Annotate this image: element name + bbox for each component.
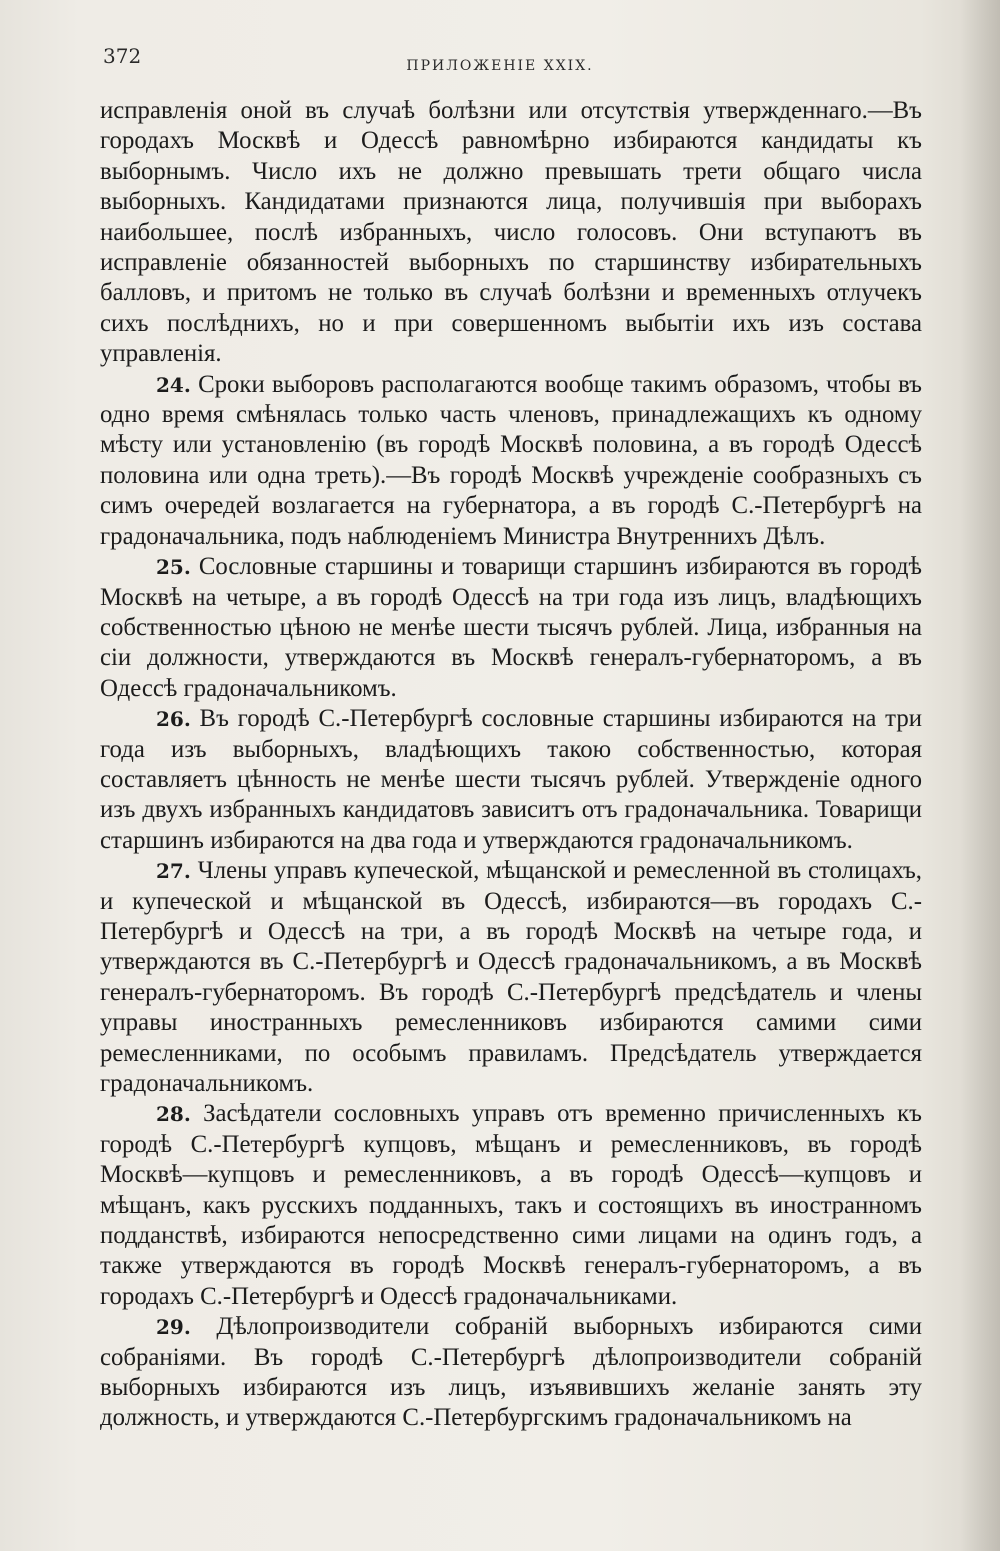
section-27 <box>100 856 922 1099</box>
paragraph-text: Члены управъ купеческой, мѣщанской и ремесленной въ столицахъ, и купеческой и мѣщанской въ Одессѣ, избираются—въ городахъ С.-Петербургѣ и Одессѣ на три, а въ городѣ Москвѣ на четыре года, и утверждаются въ С.-Петербургѣ и Одессѣ градоначальникомъ, а въ Москвѣ генералъ-губернаторомъ. Въ городѣ С.-Петербургѣ предсѣдатель и члены управы иностранныхъ ремесленниковъ избираются самими сими ремесленниками, по особымъ правиламъ. Предсѣдатель утверждается градоначальникомъ. <box>100 857 922 1097</box>
running-title: ПРИЛОЖЕНІЕ XXIX. <box>406 58 594 74</box>
section-number: 26. <box>156 707 191 732</box>
page-number: 372 <box>103 44 142 68</box>
paragraph-continuation <box>100 96 922 370</box>
section-26 <box>100 704 922 856</box>
section-29 <box>100 1312 922 1434</box>
paragraph-text: Сроки выборовъ располагаются вообще такимъ образомъ, чтобы въ одно время смѣнялась только часть членовъ, принадлежащихъ къ одному мѣсту или установленію (въ городѣ Москвѣ половина, а въ городѣ Одессѣ половина или одна треть).—Въ городѣ Москвѣ учрежденіе сообразныхъ съ симъ очередей возлагается на губернатора, а въ городѣ С.-Петербургѣ на градоначальника, подъ наблюденіемъ Министра Внутреннихъ Дѣлъ. <box>100 370 922 550</box>
section-25 <box>100 552 922 704</box>
section-number: 27. <box>156 859 191 884</box>
page-edge-shadow <box>960 0 1000 1551</box>
section-number: 28. <box>156 1102 191 1127</box>
section-number: 24. <box>156 372 191 397</box>
paragraph-text: Дѣлопроизводители собраній выборныхъ избираются сими собраніями. Въ городѣ С.-Петербургѣ дѣлопроизводители собраній выборныхъ избираются изъ лицъ, изъявившихъ желаніе занять эту должность, и утверждаются С.-Петербургскимъ градоначальникомъ на <box>100 1313 922 1432</box>
section-number: 25. <box>156 555 191 580</box>
paragraph-text: Засѣдатели сословныхъ управъ отъ временно причисленныхъ къ городѣ С.-Петербургѣ купцовъ, мѣщанъ и ремесленниковъ, въ городѣ Москвѣ—купцовъ и ремесленниковъ, а въ городѣ Одессѣ—купцовъ и мѣщанъ, какъ русскихъ подданныхъ, такъ и состоящихъ въ иностранномъ подданствѣ, избираются непосредственно сими лицами на одинъ годъ, а также утверждаются въ городѣ Москвѣ генералъ-губернаторомъ, а въ городахъ С.-Петербургѣ и Одессѣ градоначальниками. <box>100 1100 923 1310</box>
paragraph-text: исправленія оной въ случаѣ болѣзни или отсутствія утвержденнаго.—Въ городахъ Москвѣ и Одессѣ равномѣрно избираются кандидаты къ выборнымъ. Число ихъ не должно превышать трети общаго числа выборныхъ. Кандидатами признаются лица, получившія при выборахъ наибольшее, послѣ избранныхъ, число голосовъ. Они вступаютъ въ исправленіе обязанностей выборныхъ по старшинству избирательныхъ балловъ, и притомъ не только въ случаѣ болѣзни и временныхъ отлучекъ сихъ послѣднихъ, но и при совершенномъ выбытіи ихъ изъ состава управленія. <box>100 97 922 368</box>
paragraph-text: Въ городѣ С.-Петербургѣ сословные старшины избираются на три года изъ выборныхъ, владѣющихъ такою собственностью, которая составляетъ цѣнность не менѣе шести тысячъ рублей. Утвержденіе одного изъ двухъ избранныхъ кандидатовъ зависитъ отъ градоначальника. Товарищи старшинъ избираются на два года и утверждаются градоначальникомъ. <box>100 705 922 854</box>
body-text <box>100 96 922 1434</box>
section-24 <box>100 370 922 552</box>
section-28 <box>100 1099 922 1312</box>
paragraph-text: Сословные старшины и товарищи старшинъ избираются въ городѣ Москвѣ на четыре, а въ городѣ Одессѣ на три года изъ лицъ, владѣющихъ собственностью цѣною не менѣе шести тысячъ рублей. Лица, избранныя на сіи должности, утверждаются въ Москвѣ генералъ-губернаторомъ, а въ Одессѣ градоначальникомъ. <box>100 553 922 702</box>
section-number: 29. <box>156 1315 191 1340</box>
